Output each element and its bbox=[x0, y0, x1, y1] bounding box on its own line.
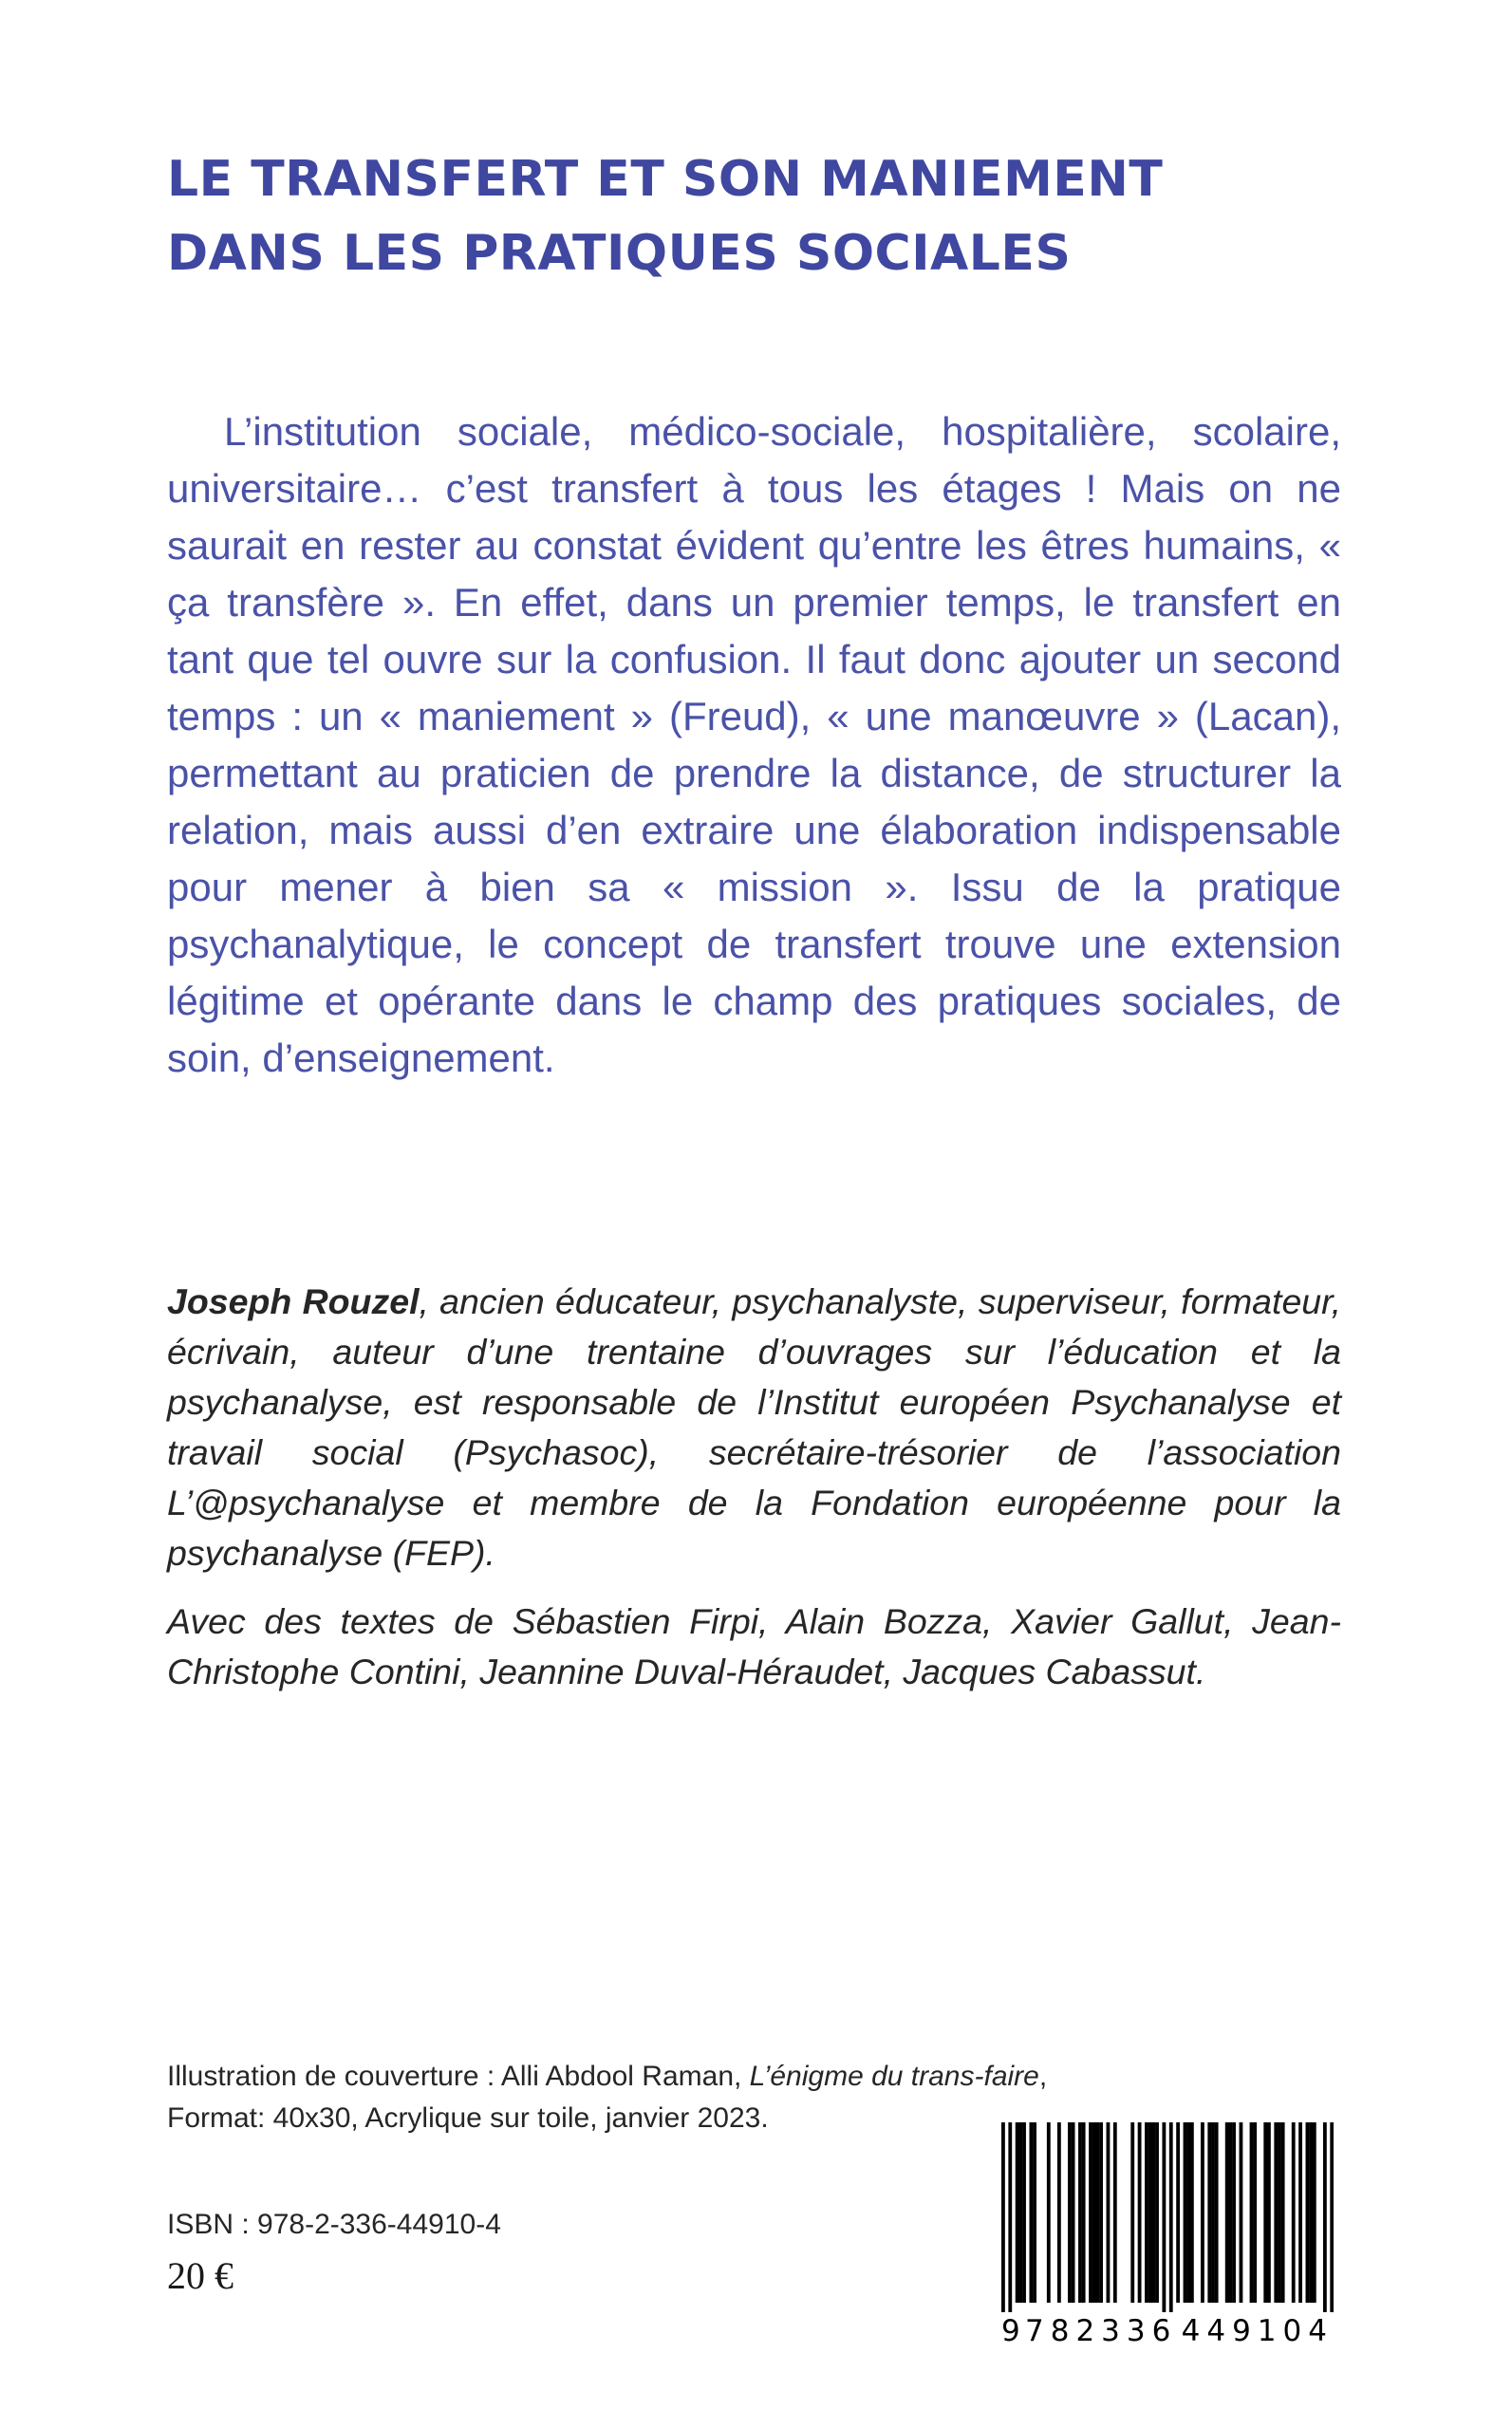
barcode-bar bbox=[1022, 2122, 1026, 2303]
author-name: Joseph Rouzel bbox=[167, 1281, 420, 1321]
barcode-bar bbox=[1240, 2122, 1243, 2303]
book-summary bbox=[167, 403, 1341, 1087]
barcode-bar bbox=[1207, 2122, 1211, 2303]
barcode-bar bbox=[1155, 2122, 1159, 2303]
barcode-bar bbox=[1138, 2122, 1142, 2303]
barcode-bars bbox=[1001, 2122, 1334, 2312]
isbn-barcode bbox=[1001, 2122, 1334, 2348]
cover-credits-suffix: , bbox=[1038, 2061, 1048, 2092]
barcode-bar bbox=[1162, 2122, 1166, 2312]
barcode-bar bbox=[1298, 2122, 1302, 2303]
barcode-bar bbox=[1033, 2122, 1036, 2303]
barcode-bar bbox=[1253, 2122, 1257, 2303]
barcode-bar bbox=[1211, 2122, 1215, 2303]
barcode-bar bbox=[1313, 2122, 1316, 2303]
book-title bbox=[167, 142, 1344, 290]
price-text: 20 € bbox=[167, 2254, 233, 2297]
barcode-first-digit: 9 bbox=[1001, 2314, 1021, 2348]
barcode-bar bbox=[1215, 2122, 1219, 2303]
barcode-bar bbox=[1228, 2122, 1232, 2303]
barcode-bar bbox=[1092, 2122, 1096, 2303]
barcode-bar bbox=[1176, 2122, 1180, 2303]
cover-credits-prefix: Illustration de couverture : Alli Abdool Raman, bbox=[167, 2061, 750, 2092]
cover-artwork-title: L’énigme du trans-faire bbox=[749, 2061, 1039, 2092]
barcode-bar bbox=[1089, 2122, 1092, 2303]
barcode-digits bbox=[1001, 2312, 1334, 2350]
barcode-bar bbox=[1278, 2122, 1281, 2303]
book-summary-text: L’institution sociale, médico-sociale, hospitalière, scolaire, universitaire… c’est transfert à tous les étages ! Mais on ne saurait en rester au constat évident qu’entre les êtres humains, « ça transfère ». En effet, dans un premier temps, le transfert en tant que tel ouvre sur la confusion. Il faut donc ajouter un second temps : un « maniement » (Freud), « une manœuvre » (Lacan), permettant au praticien de prendre la distance, de structurer la relation, mais aussi d’en extraire une élaboration indispensable pour mener à bien sa « mission ». Issu de la pratique psychanalytique, le concept de transfert trouve une extension légitime et opérante dans le champ des pratiques sociales, de soin, d’enseignement. bbox=[167, 409, 1341, 1080]
barcode-bar bbox=[1186, 2122, 1190, 2303]
barcode-bar bbox=[1095, 2122, 1099, 2303]
barcode-bar bbox=[1008, 2122, 1012, 2312]
barcode-bar bbox=[1309, 2122, 1313, 2303]
cover-credits bbox=[167, 2056, 1116, 2139]
barcode-bar bbox=[1151, 2122, 1155, 2303]
barcode-bar bbox=[1082, 2122, 1086, 2303]
barcode-bar bbox=[1306, 2122, 1310, 2303]
barcode-bar bbox=[1274, 2122, 1278, 2303]
barcode-right-group: 449104 bbox=[1181, 2314, 1334, 2348]
barcode-bar bbox=[1016, 2122, 1019, 2303]
cover-credits-line-2: Format: 40x30, Acrylique sur toile, janvier 2023. bbox=[167, 2102, 769, 2134]
barcode-bar bbox=[1263, 2122, 1267, 2303]
barcode-bar bbox=[1292, 2122, 1296, 2303]
barcode-bar bbox=[1184, 2122, 1187, 2303]
barcode-bar bbox=[1169, 2122, 1173, 2312]
barcode-bar bbox=[1267, 2122, 1271, 2303]
barcode-bar bbox=[1323, 2122, 1327, 2312]
barcode-bar bbox=[1099, 2122, 1103, 2303]
barcode-bar bbox=[1113, 2122, 1117, 2303]
barcode-bar bbox=[1068, 2122, 1072, 2303]
barcode-bar bbox=[1107, 2122, 1111, 2303]
barcode-bar bbox=[1190, 2122, 1194, 2303]
barcode-bar bbox=[1078, 2122, 1082, 2303]
barcode-bar bbox=[1018, 2122, 1022, 2303]
barcode-bar bbox=[1145, 2122, 1148, 2303]
barcode-left-group: 782336 bbox=[1025, 2314, 1178, 2348]
barcode-bar bbox=[1148, 2122, 1152, 2303]
barcode-bar bbox=[1057, 2122, 1061, 2303]
barcode-bar bbox=[1330, 2122, 1334, 2312]
author-bio-text: , ancien éducateur, psychanalyste, superviseur, formateur, écrivain, auteur d’une trentaine d’ouvrages sur l’éducation et la psychanalyse, est responsable de l’Institut européen Psychanalyse et travail social (Psychasoc), secrétaire-trésorier de l’association L’@psychanalyse et membre de la Fondation européenne pour la psychanalyse (FEP). bbox=[167, 1281, 1341, 1573]
contributors-note: Avec des textes de Sébastien Firpi, Alain Bozza, Xavier Gallut, Jean-Christophe Contini, Jeannine Duval-Héraudet, Jacques Cabassut. bbox=[167, 1601, 1341, 1691]
barcode-bar bbox=[1001, 2122, 1005, 2312]
barcode-bar bbox=[1250, 2122, 1254, 2303]
barcode-bar bbox=[1225, 2122, 1229, 2303]
barcode-bar bbox=[1029, 2122, 1033, 2303]
book-title-line-1: LE TRANSFERT ET SON MANIEMENT bbox=[167, 151, 1164, 208]
barcode-bar bbox=[1130, 2122, 1134, 2303]
barcode-bar bbox=[1047, 2122, 1051, 2303]
barcode-bar bbox=[1281, 2122, 1285, 2303]
isbn-text: ISBN : 978-2-336-44910-4 bbox=[167, 2209, 501, 2240]
barcode-bar bbox=[1232, 2122, 1236, 2303]
cover-credits-line-1 bbox=[167, 2056, 1116, 2098]
barcode-bar bbox=[1201, 2122, 1204, 2303]
author-bio bbox=[167, 1277, 1341, 1578]
barcode-bar bbox=[1072, 2122, 1075, 2303]
book-title-line-2: DANS LES PRATIQUES SOCIALES bbox=[167, 225, 1072, 282]
